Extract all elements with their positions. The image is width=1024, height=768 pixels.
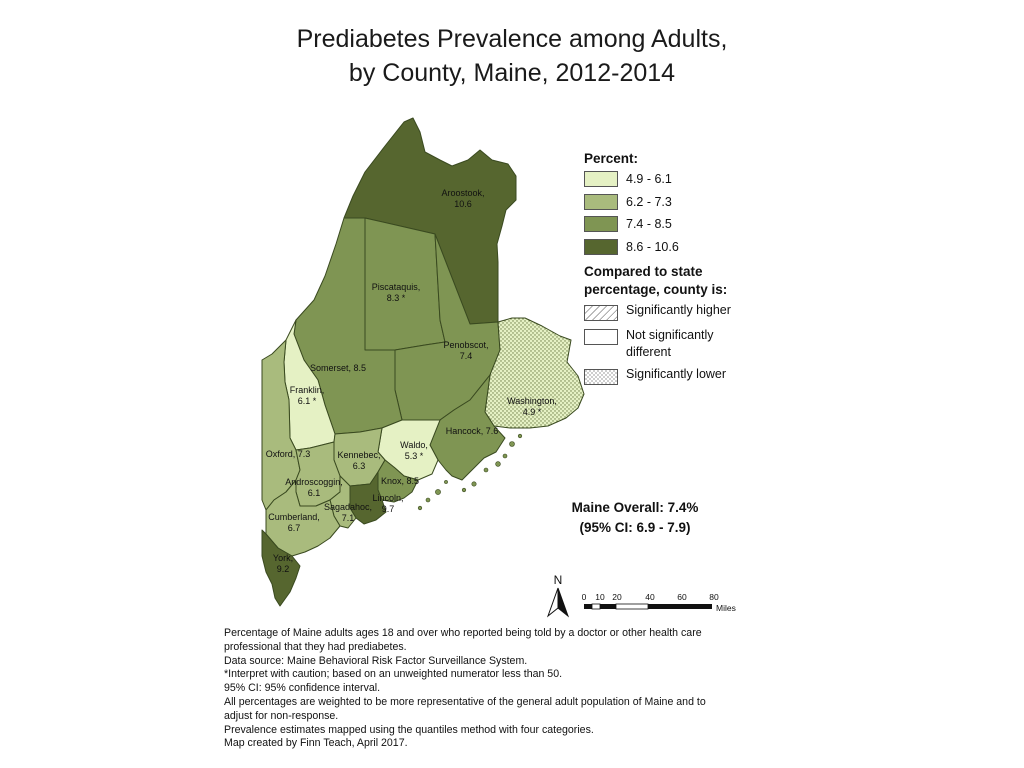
note-9: Map created by Finn Teach, April 2017. <box>224 737 408 750</box>
legend-label-cat4: 8.6 - 10.6 <box>626 239 679 254</box>
legend <box>584 150 784 385</box>
label-hancock: Hancock, 7.6 <box>445 426 499 436</box>
label-aroostook: Aroostook, 10.6 <box>441 188 485 209</box>
legend-item-cat2 <box>584 191 784 214</box>
legend-swatch-not-significant <box>584 329 618 345</box>
note-8: Prevalence estimates mapped using the quantiles method with four categories. <box>224 723 594 736</box>
title-line-1: Prediabetes Prevalence among Adults, <box>296 25 728 53</box>
legend-label-not-significant <box>626 327 714 361</box>
legend-label-cat3: 7.4 - 8.5 <box>626 217 672 232</box>
legend-item-cat4 <box>584 236 784 259</box>
legend-compare-title <box>584 263 784 299</box>
scale-tick-10: 10 <box>595 592 605 602</box>
overall-line1: Maine Overall: 7.4% <box>571 500 699 515</box>
note-5: 95% CI: 95% confidence interval. <box>224 682 381 695</box>
label-piscataquis: Piscataquis, 8.3 * <box>371 282 421 303</box>
label-somerset: Somerset, 8.5 <box>309 363 367 373</box>
label-washington: Washington, 4.9 * <box>507 396 557 417</box>
title-line-2: by County, Maine, 2012-2014 <box>348 59 676 87</box>
footnotes <box>224 627 784 751</box>
label-oxford: Oxford, 7.3 <box>265 449 311 459</box>
legend-label-cat1: 4.9 - 6.1 <box>626 172 672 187</box>
legend-swatch-cat1 <box>584 171 618 187</box>
scale-tick-60: 60 <box>677 592 687 602</box>
note-7: adjust for non-response. <box>224 709 339 722</box>
label-knox: Knox, 8.5 <box>380 476 420 486</box>
dots-swatch <box>584 369 618 385</box>
legend-item-not-significant <box>584 327 784 361</box>
note-2: professional that they had prediabetes. <box>224 640 407 653</box>
legend-label-not-sig-line1: Not significantly <box>626 328 714 342</box>
north-label: N <box>553 573 563 587</box>
legend-item-higher <box>584 303 784 321</box>
legend-item-cat1 <box>584 168 784 191</box>
note-6: All percentages are weighted to be more representative of the general adult population of Maine and to <box>224 695 706 708</box>
hatch-swatch <box>584 305 618 321</box>
legend-label-cat2: 6.2 - 7.3 <box>626 194 672 209</box>
note-4: *Interpret with caution; based on an unweighted numerator less than 50. <box>224 668 563 681</box>
legend-compare-title-line2: percentage, county is: <box>584 282 728 297</box>
label-kennebec: Kennebec, 6.3 <box>337 450 381 471</box>
legend-swatch-cat3 <box>584 216 618 232</box>
label-androscoggin: Androscoggin, 6.1 <box>285 477 343 498</box>
scale-tick-80: 80 <box>709 592 719 602</box>
note-3: Data source: Maine Behavioral Risk Factor Surveillance System. <box>224 654 528 667</box>
note-1: Percentage of Maine adults ages 18 and over who reported being told by a doctor or other health care <box>224 627 702 639</box>
label-lincoln: Lincoln, 9.7 <box>372 493 404 514</box>
maine-overall <box>540 498 730 538</box>
label-york: York, 9.2 <box>272 553 294 574</box>
label-waldo: Waldo, 5.3 * <box>400 440 428 461</box>
legend-item-lower <box>584 367 784 385</box>
label-franklin: Franklin, 6.1 * <box>289 385 325 406</box>
scale-tick-0: 0 <box>581 592 587 602</box>
legend-label-not-sig-line2: different <box>626 345 671 359</box>
north-arrow-icon <box>548 588 558 616</box>
legend-label-higher: Significantly higher <box>626 303 731 317</box>
legend-swatch-cat2 <box>584 194 618 210</box>
legend-compare-title-line1: Compared to state <box>584 264 703 279</box>
legend-item-cat3 <box>584 213 784 236</box>
legend-label-lower: Significantly lower <box>626 367 727 381</box>
scale-tick-20: 20 <box>612 592 622 602</box>
north-arrow <box>548 573 568 616</box>
label-cumberland: Cumberland, 6.7 <box>268 512 320 533</box>
legend-swatch-cat4 <box>584 239 618 255</box>
label-sagadahoc: Sagadahoc, 7.1 <box>323 502 373 523</box>
scale-unit: Miles <box>716 603 736 613</box>
scale-bar <box>582 592 736 613</box>
legend-percent-title: Percent: <box>584 151 639 166</box>
overall-line2: (95% CI: 6.9 - 7.9) <box>579 520 691 535</box>
scale-tick-40: 40 <box>645 592 655 602</box>
label-penobscot: Penobscot, 7.4 <box>443 340 489 361</box>
